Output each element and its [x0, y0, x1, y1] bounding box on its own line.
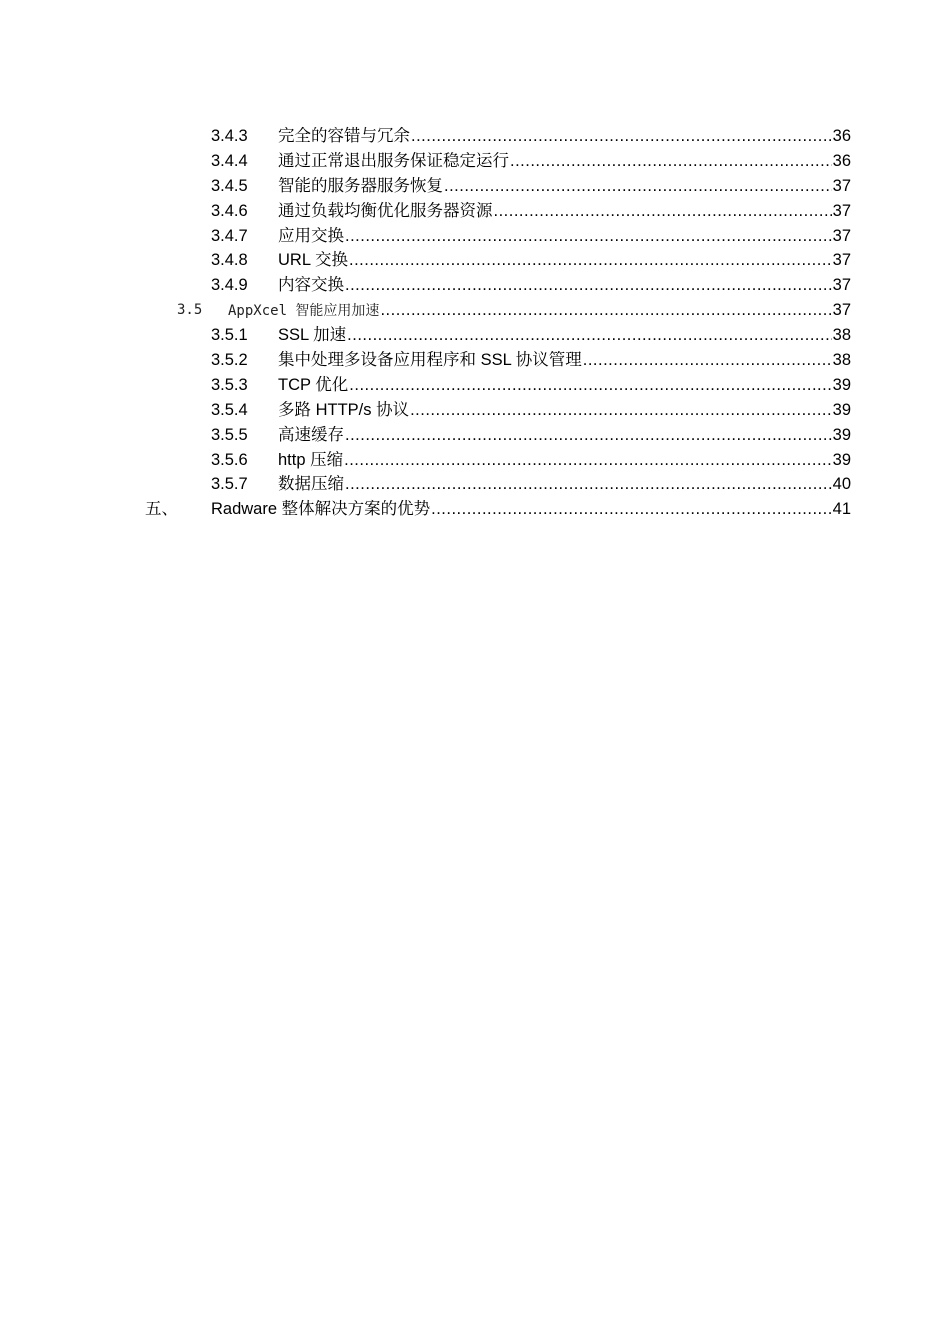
toc-entry[interactable] — [0, 348, 950, 373]
toc-entry-number: 3.4.8 — [211, 251, 248, 270]
toc-entry-title[interactable]: 通过正常退出服务保证稳定运行 — [278, 151, 509, 170]
toc-entry-line — [278, 448, 851, 473]
toc-entry-page: 38 — [832, 326, 851, 345]
toc-entry-number: 3.4.7 — [211, 226, 248, 245]
toc-entry-page: 40 — [832, 475, 851, 494]
toc-entry-title[interactable]: 集中处理多设备应用程序和 SSL 协议管理 — [278, 351, 582, 370]
toc-entry-page: 37 — [832, 226, 851, 245]
toc-entry[interactable] — [0, 448, 950, 473]
toc-entry-number: 3.5.5 — [211, 425, 248, 444]
toc-entry[interactable] — [0, 398, 950, 423]
toc-entry-page: 39 — [832, 400, 851, 419]
toc-entry-page: 36 — [832, 151, 851, 170]
toc-entry-title[interactable]: 应用交换 — [278, 226, 344, 245]
toc-entry-number: 3.4.9 — [211, 276, 248, 295]
toc-entry[interactable] — [0, 199, 950, 224]
toc-entry-page: 37 — [832, 276, 851, 295]
dot-leader — [345, 224, 832, 249]
toc-entry-title[interactable]: TCP 优化 — [278, 375, 349, 394]
toc-entry[interactable] — [0, 149, 950, 174]
toc-entry-line — [278, 273, 851, 298]
toc-entry-title[interactable]: 内容交换 — [278, 276, 344, 295]
toc-entry-line — [278, 472, 851, 497]
toc-entry-line — [278, 423, 851, 448]
toc-entry-title[interactable]: URL 交换 — [278, 251, 348, 270]
toc-entry[interactable] — [0, 248, 950, 273]
toc-entry[interactable] — [0, 298, 950, 323]
dot-leader — [510, 149, 832, 174]
toc-entry-page: 38 — [832, 351, 851, 370]
dot-leader — [583, 348, 832, 373]
toc-chapter-entry[interactable] — [0, 497, 950, 522]
toc-entry-line — [278, 199, 851, 224]
toc-entry-title[interactable]: 多路 HTTP/s 协议 — [278, 400, 410, 419]
toc-entry-number: 3.4.3 — [211, 127, 248, 145]
toc-entry[interactable] — [0, 174, 950, 199]
toc-entry-number: 3.4.5 — [211, 176, 248, 195]
toc-entry-page: 39 — [832, 375, 851, 394]
toc-entry-number: 3.5.4 — [211, 400, 248, 419]
dot-leader — [345, 423, 832, 448]
toc-entry[interactable] — [0, 224, 950, 249]
toc-entry-page: 37 — [832, 201, 851, 220]
toc-entry-line — [278, 124, 851, 149]
toc-entry-line — [278, 398, 851, 423]
dot-leader — [345, 273, 832, 298]
toc-entry-title[interactable]: SSL 加速 — [278, 326, 347, 345]
toc-entry-title[interactable]: Radware 整体解决方案的优势 — [211, 500, 431, 519]
toc-entry-page: 36 — [832, 127, 851, 145]
dot-leader — [380, 298, 831, 323]
toc-entry-title[interactable]: AppXcel 智能应用加速 — [228, 303, 380, 320]
toc-entry-number: 3.4.4 — [211, 151, 248, 170]
toc-entry[interactable] — [0, 472, 950, 497]
toc-entry-number: 五、 — [145, 500, 178, 519]
toc-entry-title[interactable]: 高速缓存 — [278, 425, 344, 444]
toc-entry-line — [278, 149, 851, 174]
toc-entry-title[interactable]: 完全的容错与冗余 — [278, 127, 410, 145]
toc-entry-title[interactable]: 数据压缩 — [278, 475, 344, 494]
toc-entry-number: 3.4.6 — [211, 201, 248, 220]
dot-leader — [444, 174, 832, 199]
toc-entry-page: 37 — [832, 301, 851, 320]
toc-entry-number: 3.5.3 — [211, 375, 248, 394]
toc-entry[interactable] — [0, 423, 950, 448]
dot-leader — [345, 472, 832, 497]
toc-entry-number: 3.5.6 — [211, 450, 248, 469]
toc-entry-page: 39 — [832, 450, 851, 469]
toc-entry[interactable] — [0, 273, 950, 298]
toc-entry-page: 41 — [832, 500, 851, 519]
toc-entry-line — [211, 497, 851, 522]
dot-leader — [349, 373, 831, 398]
toc-entry-number: 3.5.7 — [211, 475, 248, 494]
toc-entry-line — [278, 348, 851, 373]
dot-leader — [494, 199, 832, 224]
toc-entry[interactable] — [0, 373, 950, 398]
toc-entry-number: 3.5.1 — [211, 326, 248, 345]
dot-leader — [349, 248, 832, 273]
toc-entry-page: 37 — [832, 251, 851, 270]
dot-leader — [410, 398, 832, 423]
toc-entry-number: 3.5.2 — [211, 351, 248, 370]
toc-entry-title[interactable]: 智能的服务器服务恢复 — [278, 176, 443, 195]
toc-entry-page: 37 — [832, 176, 851, 195]
toc-entry-line — [228, 298, 851, 324]
toc-entry-page: 39 — [832, 425, 851, 444]
toc-entry-line — [278, 224, 851, 249]
toc-entry-line — [278, 248, 851, 273]
toc-entry-line — [278, 373, 851, 398]
toc-entry-title[interactable]: http 压缩 — [278, 450, 344, 469]
dot-leader — [347, 323, 831, 348]
toc-entry-number: 3.5 — [177, 302, 203, 319]
toc-entry-title[interactable]: 通过负载均衡优化服务器资源 — [278, 201, 493, 220]
toc-entry-line — [278, 323, 851, 348]
table-of-contents — [0, 124, 950, 522]
toc-entry[interactable] — [0, 323, 950, 348]
toc-entry[interactable] — [0, 124, 950, 149]
toc-entry-line — [278, 174, 851, 199]
dot-leader — [431, 497, 832, 522]
dot-leader — [411, 124, 832, 149]
dot-leader — [344, 448, 832, 473]
